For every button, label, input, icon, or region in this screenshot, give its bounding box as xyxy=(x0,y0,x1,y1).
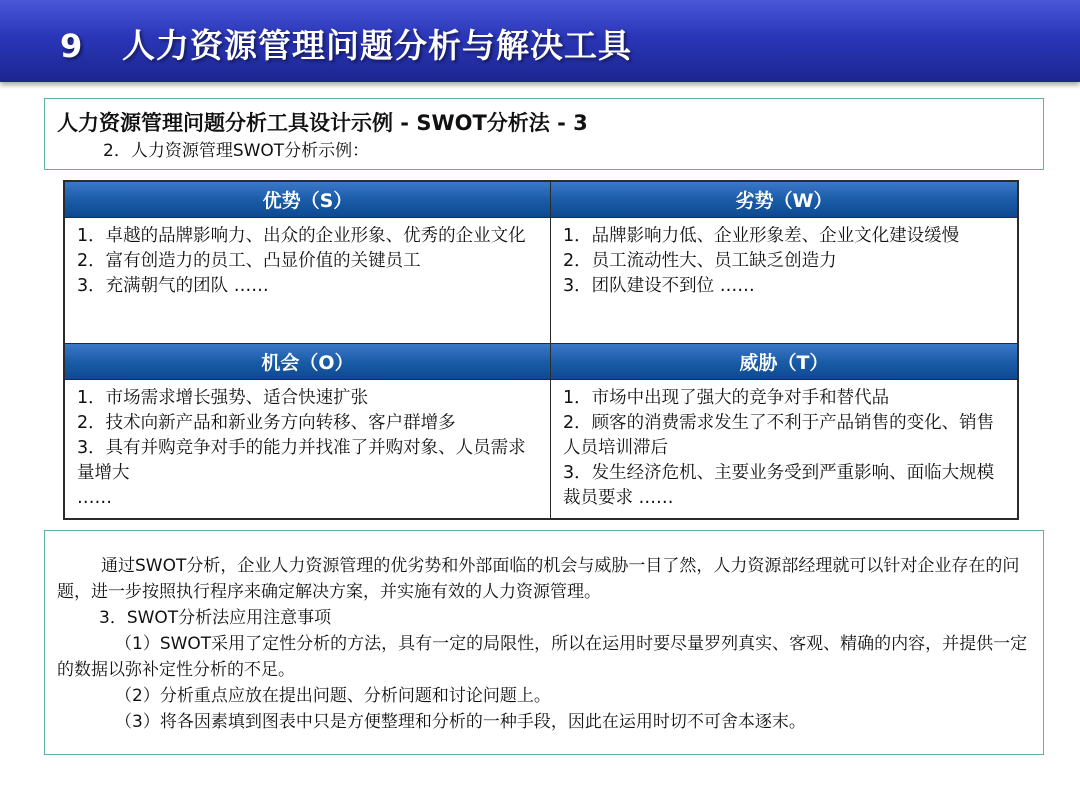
threats-header: 威胁（T） xyxy=(551,344,1017,380)
note-item: （1）SWOT采用了定性分析的方法，具有一定的局限性，所以在运用时要尽量罗列真实、客观、精确的内容，并提供一定的数据以弥补定性分析的不足。 xyxy=(57,634,1028,680)
opportunities-item: …… xyxy=(77,488,112,508)
slide-header xyxy=(0,0,1080,82)
notes-box xyxy=(44,530,1044,755)
threats-item: 1．市场中出现了强大的竞争对手和替代品 xyxy=(563,388,890,408)
opportunities-cell xyxy=(65,380,551,518)
threats-cell xyxy=(551,380,1017,518)
strengths-item: 2．富有创造力的员工、凸显价值的关键员工 xyxy=(77,251,421,271)
summary-paragraph: 通过SWOT分析，企业人力资源管理的优劣势和外部面临的机会与威胁一目了然，人力资源部经理就可以针对企业存在的问题，进一步按照执行程序来确定解决方案，并实施有效的人力资源管理。 xyxy=(57,556,1020,602)
weaknesses-item: 2．员工流动性大、员工缺乏创造力 xyxy=(563,251,837,271)
strengths-header: 优势（S） xyxy=(65,182,551,218)
weaknesses-header: 劣势（W） xyxy=(551,182,1017,218)
opportunities-item: 2．技术向新产品和新业务方向转移、客户群增多 xyxy=(77,413,456,433)
note-item: （2）分析重点应放在提出问题、分析问题和讨论问题上。 xyxy=(115,686,551,706)
section-number: 9 xyxy=(60,27,83,65)
swot-table xyxy=(63,180,1019,520)
opportunities-item: 1．市场需求增长强势、适合快速扩张 xyxy=(77,388,369,408)
strengths-item: 3．充满朝气的团队 …… xyxy=(77,276,269,296)
note-item: （3）将各因素填到图表中只是方便整理和分析的一种手段，因此在运用时切不可舍本逐末。 xyxy=(115,712,806,732)
strengths-item: 1．卓越的品牌影响力、出众的企业形象、优秀的企业文化 xyxy=(77,226,526,246)
opportunities-item: 3．具有并购竞争对手的能力并找准了并购对象、人员需求量增大 xyxy=(77,438,526,483)
threats-item: 2．顾客的消费需求发生了不利于产品销售的变化、销售人员培训滞后 xyxy=(563,413,995,458)
subtitle: 人力资源管理问题分析工具设计示例 - SWOT分析法 - 3 xyxy=(57,111,588,135)
weaknesses-item: 3．团队建设不到位 …… xyxy=(563,276,755,296)
slide-title: 人力资源管理问题分析与解决工具 xyxy=(122,26,632,65)
subtitle-box xyxy=(44,98,1044,170)
weaknesses-cell xyxy=(551,218,1017,344)
strengths-cell xyxy=(65,218,551,344)
opportunities-header: 机会（O） xyxy=(65,344,551,380)
intro-text: 2．人力资源管理SWOT分析示例： xyxy=(103,141,370,161)
weaknesses-item: 1．品牌影响力低、企业形象差、企业文化建设缓慢 xyxy=(563,226,960,246)
notes-heading: 3．SWOT分析法应用注意事项 xyxy=(99,608,332,628)
threats-item: 3．发生经济危机、主要业务受到严重影响、面临大规模裁员要求 …… xyxy=(563,463,995,508)
